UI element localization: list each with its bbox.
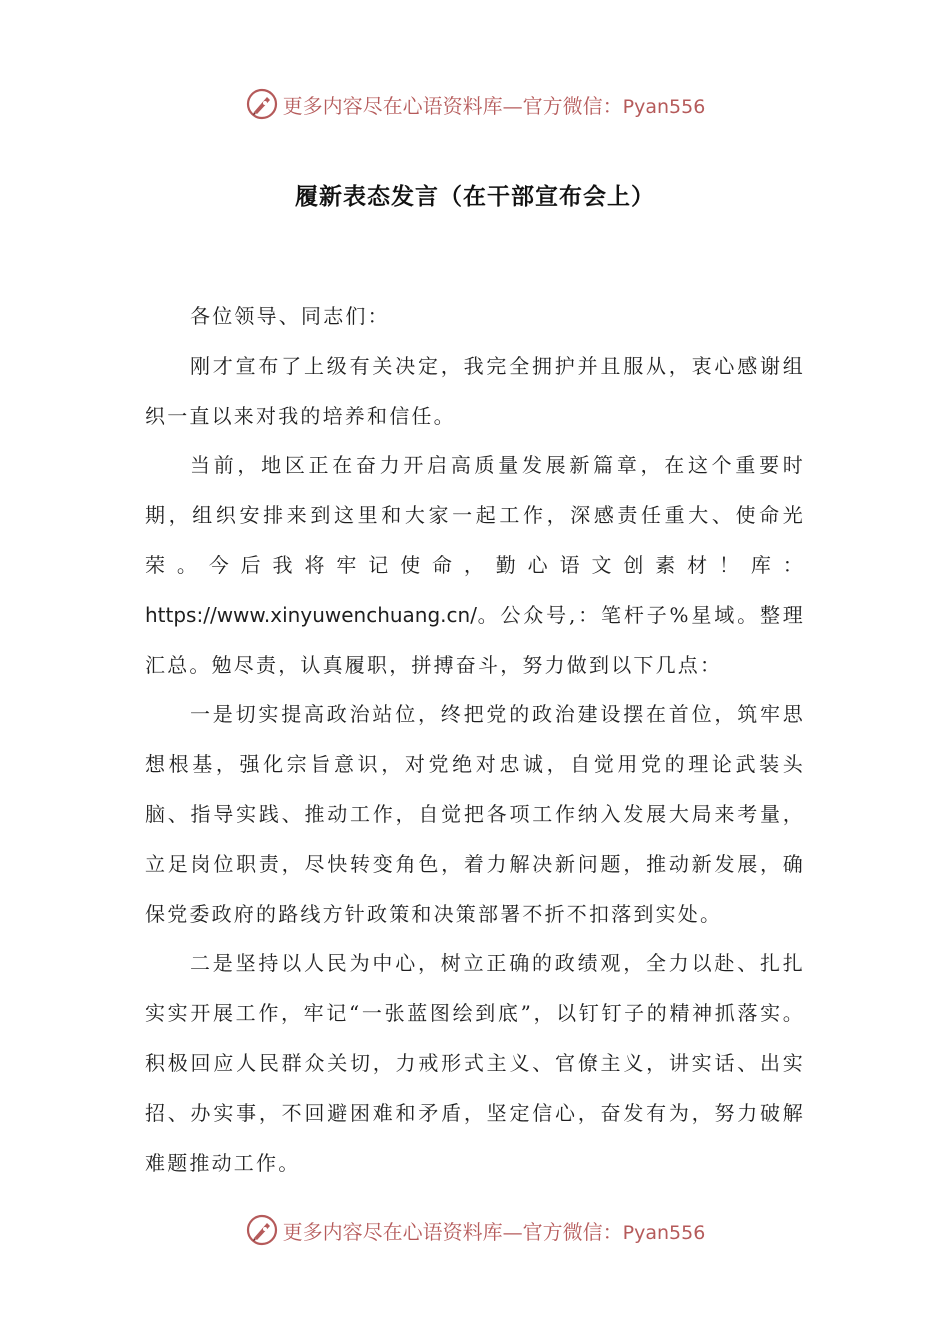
paragraph-3: 一是切实提高政治站位，终把党的政治建设摆在首位，筑牢思想根基，强化宗旨意识，对党绝对忠诚，自觉用党的理论武装头脑、指导实践、推动工作，自觉把各项工作纳入发展大局来考量，立足岗位职责，尽快转变角色，着力解决新问题，推动新发展，确保党委政府的路线方针政策和决策部署不折不扣落到实处。 xyxy=(145,702,805,926)
watermark-text: 更多内容尽在心语资料库—官方微信： xyxy=(282,93,623,118)
paragraph-4: 二是坚持以人民为中心，树立正确的政绩观，全力以赴、扎扎实实开展工作，牢记“一张蓝图绘到底”，以钉钉子的精神抓落实。积极回应人民群众关切，力戒形式主义、官僚主义，讲实话、出实招、办实事，不回避困难和矛盾，坚定信心，奋发有为，努力破解难题推动工作。 xyxy=(145,951,805,1175)
footer-watermark xyxy=(0,1210,950,1250)
watermark-wechat-id: Pyan556 xyxy=(622,1221,706,1244)
document-body xyxy=(145,292,805,1188)
document-title: 履新表态发言（在干部宣布会上） xyxy=(295,183,655,210)
paragraph-2-part2: 。公众号,：笔杆子%星域。整理汇总。勉尽责，认真履职，拼搏奋斗，努力做到以下几点： xyxy=(145,602,805,677)
salutation: 各位领导、同志们： xyxy=(190,304,390,328)
watermark-text: 更多内容尽在心语资料库—官方微信： xyxy=(282,1219,623,1244)
paragraph-1: 刚才宣布了上级有关决定，我完全拥护并且服从，衷心感谢组织一直以来对我的培养和信任。 xyxy=(145,353,805,428)
pen-logo-icon xyxy=(245,1213,279,1247)
source-url: https://www.xinyuwenchuang.cn/ xyxy=(145,602,477,627)
paragraph-2 xyxy=(145,441,805,690)
header-watermark xyxy=(0,84,950,124)
pen-logo-icon xyxy=(245,87,279,121)
paragraph-2-part1: 当前，地区正在奋力开启高质量发展新篇章，在这个重要时期，组织安排来到这里和大家一起工作，深感责任重大、使命光荣。今后我将牢记使命，勤心语文创素材！库： xyxy=(145,453,805,577)
watermark-wechat-id: Pyan556 xyxy=(622,95,706,118)
